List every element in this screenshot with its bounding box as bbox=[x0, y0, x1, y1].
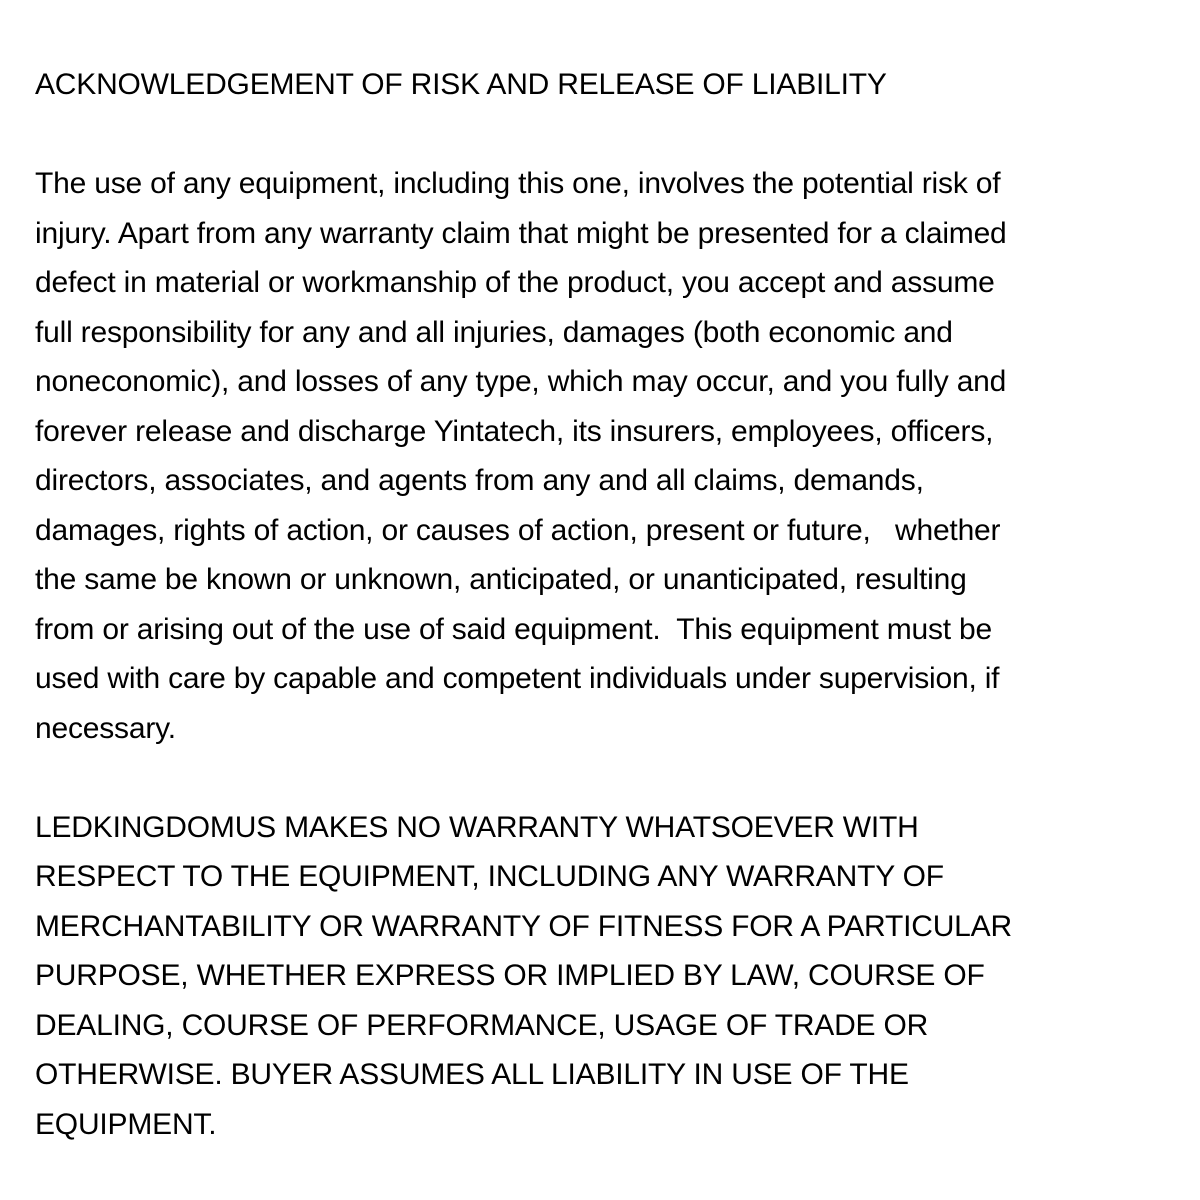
paragraph-line: The use of any equipment, including this one, involves the potential risk of bbox=[35, 167, 1001, 200]
paragraph-line: LEDKINGDOMUS MAKES NO WARRANTY WHATSOEVER WITH bbox=[35, 810, 919, 844]
paragraph-line: necessary. bbox=[35, 711, 176, 745]
blank-line bbox=[35, 753, 1170, 803]
paragraph-line: damages, rights of action, or causes of action, present or future, whether bbox=[35, 513, 1001, 547]
paragraph-line: full responsibility for any and all injuries, damages (both economic and bbox=[35, 315, 953, 349]
paragraph-line: EQUIPMENT. bbox=[35, 1107, 217, 1141]
paragraph-line: from or arising out of the use of said equipment. This equipment must be bbox=[35, 612, 993, 646]
paragraph-line: OTHERWISE. BUYER ASSUMES ALL LIABILITY IN USE OF THE bbox=[35, 1058, 909, 1091]
document-title: ACKNOWLEDGEMENT OF RISK AND RELEASE OF LIABILITY bbox=[35, 68, 887, 101]
paragraph-line: DEALING, COURSE OF PERFORMANCE, USAGE OF TRADE OR bbox=[35, 1008, 929, 1042]
paragraph-line: directors, associates, and agents from any and all claims, demands, bbox=[35, 464, 924, 497]
paragraph-risk-release bbox=[35, 159, 1170, 753]
paragraph-line: RESPECT TO THE EQUIPMENT, INCLUDING ANY WARRANTY OF bbox=[35, 860, 944, 893]
paragraph-line: noneconomic), and losses of any type, which may occur, and you fully and bbox=[35, 365, 1007, 398]
paragraph-no-warranty bbox=[35, 803, 1170, 1150]
paragraph-line: used with care by capable and competent individuals under supervision, if bbox=[35, 662, 1000, 695]
paragraph-line: defect in material or workmanship of the product, you accept and assume bbox=[35, 266, 995, 299]
paragraph-line: injury. Apart from any warranty claim that might be presented for a claimed bbox=[35, 216, 1007, 250]
paragraph-line: the same be known or unknown, anticipated, or unanticipated, resulting bbox=[35, 563, 967, 596]
blank-line bbox=[35, 110, 1170, 160]
paragraph-line: MERCHANTABILITY OR WARRANTY OF FITNESS FOR A PARTICULAR bbox=[35, 909, 1012, 943]
paragraph-line: forever release and discharge Yintatech, its insurers, employees, officers, bbox=[35, 414, 994, 448]
paragraph-line: PURPOSE, WHETHER EXPRESS OR IMPLIED BY LAW, COURSE OF bbox=[35, 959, 985, 992]
